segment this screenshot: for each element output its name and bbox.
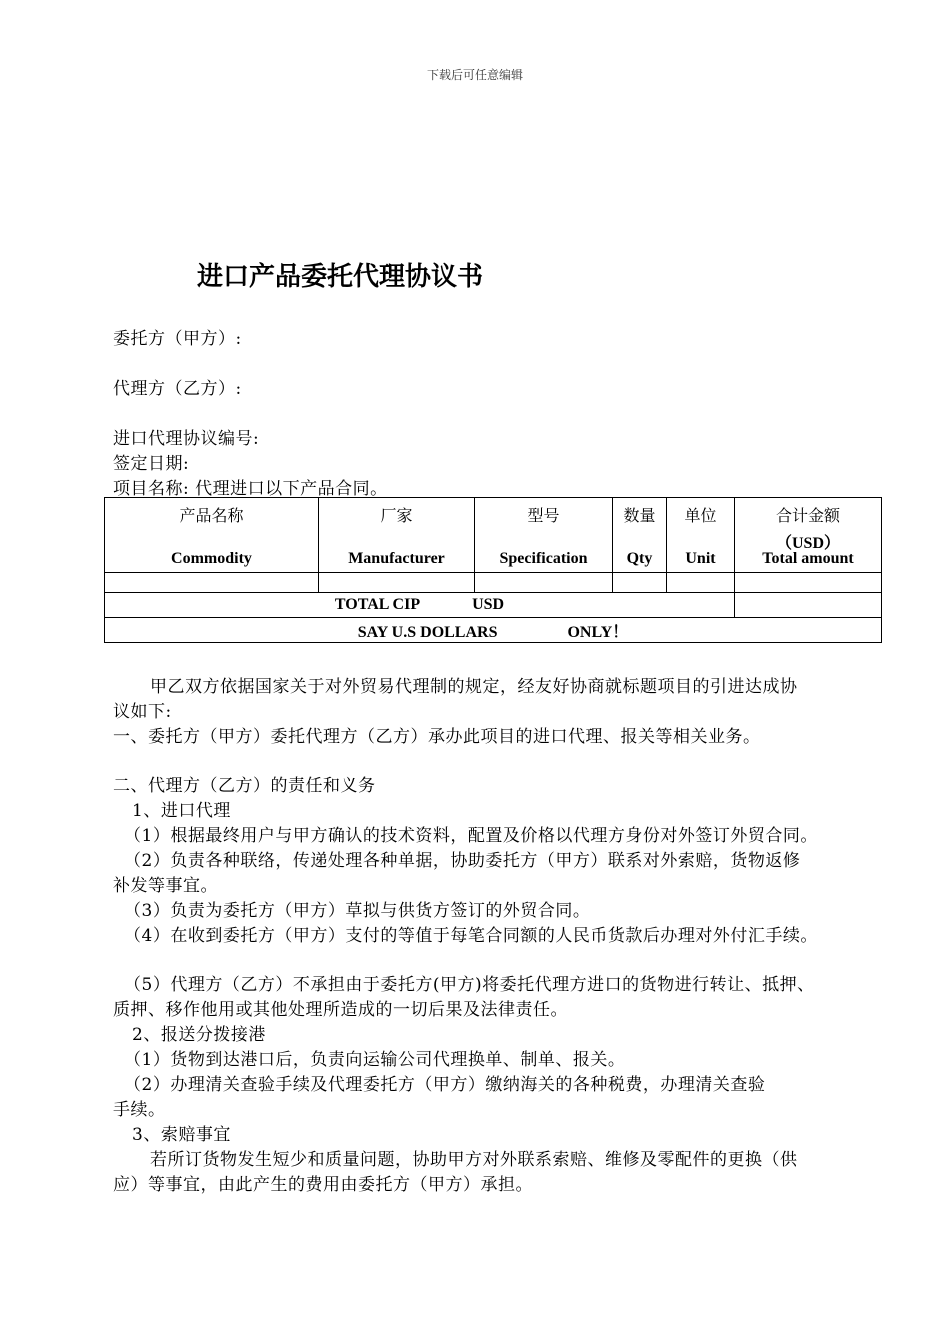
table-cell [735, 573, 882, 593]
header-label-en: Unit [685, 550, 716, 567]
section-2-1-item-1: （1）根据最终用户与甲方确认的技术资料，配置及价格以代理方身份对外签订外贸合同。 [124, 826, 818, 846]
say-cell [105, 618, 882, 643]
table-cell [667, 573, 735, 593]
table-header-row [105, 498, 882, 573]
section-2-3-heading: 3、索赔事宜 [132, 1125, 231, 1145]
section-2-1-item-2-cont: 补发等事宜。 [113, 876, 218, 896]
header-commodity [105, 498, 319, 573]
header-label-en: Qty [626, 550, 653, 567]
table-cell [105, 573, 319, 593]
table-row [105, 573, 882, 593]
header-label-en: Manufacturer [348, 550, 445, 567]
total-currency: USD [472, 596, 505, 613]
total-value-cell [735, 593, 882, 618]
header-label-zh: 单位 [684, 506, 717, 525]
table-cell [475, 573, 613, 593]
header-specification [475, 498, 613, 573]
intro-line-2: 议如下: [113, 702, 172, 722]
section-2-2-item-2: （2）办理清关查验手续及代理委托方（甲方）缴纳海关的各种税费，办理清关查验 [124, 1075, 766, 1095]
header-label-zh: 厂家 [380, 506, 413, 525]
section-2-1-item-4: （4）在收到委托方（甲方）支付的等值于每笔合同额的人民币货款后办理对外付汇手续。 [124, 926, 818, 946]
section-2-1-heading: 1、进口代理 [132, 801, 231, 821]
say-label: SAY U.S DOLLARS [357, 623, 498, 641]
header-manufacturer [319, 498, 475, 573]
client-field: 委托方（甲方）: [113, 329, 242, 349]
section-2-3-paragraph-cont: 应）等事宜，由此产生的费用由委托方（甲方）承担。 [113, 1175, 533, 1195]
section-2-heading: 二、代理方（乙方）的责任和义务 [113, 776, 376, 796]
table-cell [613, 573, 667, 593]
section-2-2-heading: 2、报送分拨接港 [132, 1025, 266, 1045]
header-label-zh: 数量 [623, 506, 656, 525]
section-2-2-item-2-cont: 手续。 [113, 1100, 166, 1120]
total-label-cell [105, 593, 735, 618]
header-label-zh: 产品名称 [179, 506, 244, 525]
header-label-zh: 型号 [527, 506, 560, 525]
header-unit [667, 498, 735, 573]
header-total-amount [735, 498, 882, 573]
agreement-number-field: 进口代理协议编号: [113, 429, 260, 449]
say-suffix: ONLY！ [567, 623, 629, 641]
header-label-zh: 合计金额 [775, 506, 840, 525]
header-label-en: Total amount [762, 550, 854, 567]
header-note: 下载后可任意编辑 [426, 68, 523, 82]
project-name-field: 项目名称: 代理进口以下产品合同。 [113, 479, 388, 499]
document-title: 进口产品委托代理协议书 [197, 262, 484, 292]
header-label-en: Specification [499, 550, 588, 567]
header-label-en: Commodity [171, 550, 252, 567]
section-2-3-paragraph: 若所订货物发生短少和质量问题，协助甲方对外联系索赔、维修及零配件的更换（供 [150, 1150, 798, 1170]
agent-field: 代理方（乙方）: [113, 379, 242, 399]
section-2-1-item-5: （5）代理方（乙方）不承担由于委托方(甲方)将委托代理方进口的货物进行转让、抵押、 [124, 975, 815, 995]
sign-date-field: 签定日期: [113, 454, 190, 474]
say-row [105, 618, 882, 643]
section-2-1-item-5-cont: 质押、移作他用或其他处理所造成的一切后果及法律责任。 [113, 1000, 568, 1020]
header-qty [613, 498, 667, 573]
section-1: 一、委托方（甲方）委托代理方（乙方）承办此项目的进口代理、报关等相关业务。 [113, 727, 761, 747]
product-table [104, 497, 882, 643]
total-row [105, 593, 882, 618]
section-2-2-item-1: （1）货物到达港口后，负责向运输公司代理换单、制单、报关。 [124, 1050, 626, 1070]
total-label: TOTAL CIP [334, 596, 421, 613]
table-cell [319, 573, 475, 593]
section-2-1-item-2: （2）负责各种联络，传递处理各种单据，协助委托方（甲方）联系对外索赔，货物返修 [124, 851, 801, 871]
intro-line-1: 甲乙双方依据国家关于对外贸易代理制的规定，经友好协商就标题项目的引进达成协 [150, 677, 798, 697]
section-2-1-item-3: （3）负责为委托方（甲方）草拟与供货方签订的外贸合同。 [124, 901, 591, 921]
header-label-usd: （USD） [775, 535, 840, 552]
